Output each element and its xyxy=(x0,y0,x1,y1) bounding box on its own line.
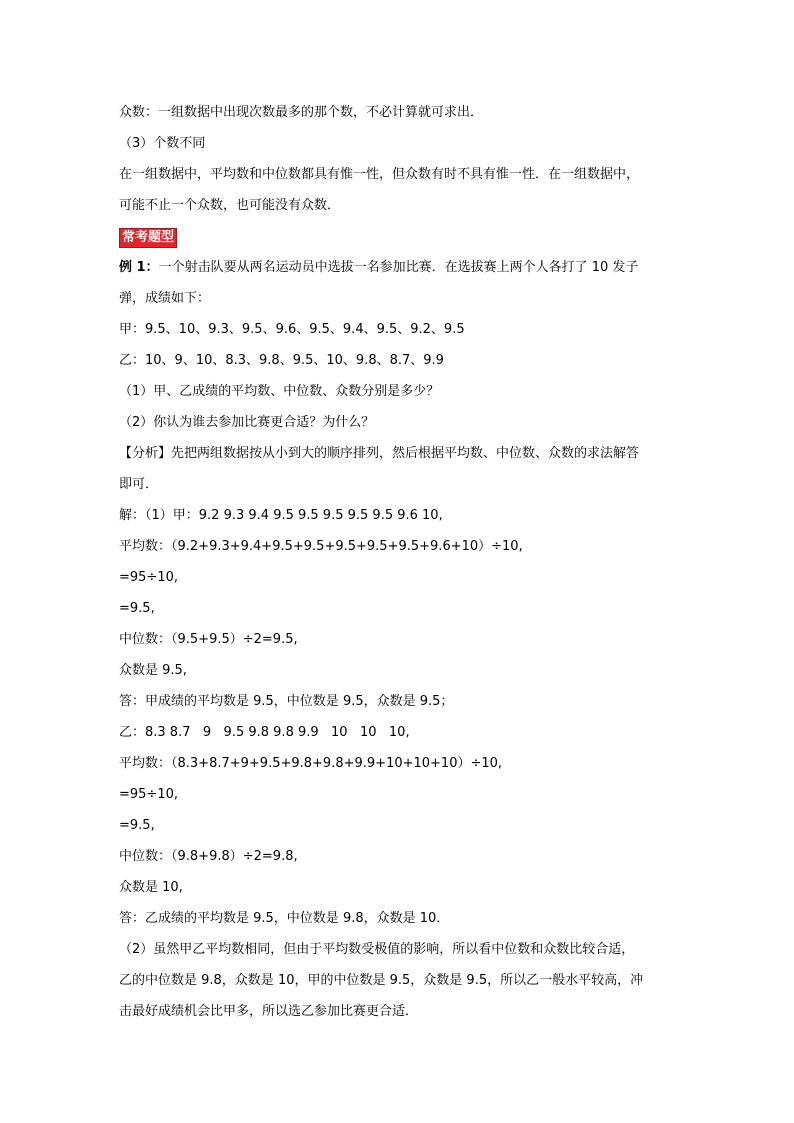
text-line: （3）个数不同 xyxy=(119,136,206,151)
text-line: 众数是 9.5, xyxy=(119,663,187,678)
text-line: 解：（1）甲：9.2 9.3 9.4 9.5 9.5 9.5 9.5 9.5 9.6 10, xyxy=(119,508,443,523)
text-line: =95÷10, xyxy=(119,787,179,802)
text-line: 众数是 10, xyxy=(119,880,183,895)
text-line: 可能不止一个众数，也可能没有众数． xyxy=(119,198,341,213)
text-line: （2）你认为谁去参加比赛更合适？为什么？ xyxy=(119,415,375,430)
text-line: （1）甲、乙成绩的平均数、中位数、众数分别是多少？ xyxy=(119,384,440,399)
section-badge-line xyxy=(119,228,679,246)
text-line: 甲：9.5、10、9.3、9.5、9.6、9.5、9.4、9.5、9.2、9.5 xyxy=(119,322,465,337)
text-line: 【分析】先把两组数据按从小到大的顺序排列，然后根据平均数、中位数、众数的求法解答 xyxy=(119,446,640,461)
text-line: 平均数：（9.2+9.3+9.4+9.5+9.5+9.5+9.5+9.5+9.6+10）÷10, xyxy=(119,539,523,554)
text-line: 即可． xyxy=(119,477,159,492)
text-line: 乙的中位数是 9.8，众数是 10，甲的中位数是 9.5，众数是 9.5，所以乙一般水平较高，冲 xyxy=(119,973,644,988)
text-line: 乙：8.3 8.7 9 9.5 9.8 9.8 9.9 10 10 10, xyxy=(119,725,410,740)
text-line: 击最好成绩机会比甲多，所以选乙参加比赛更合适． xyxy=(119,1004,419,1019)
text-line: 中位数：（9.8+9.8）÷2=9.8, xyxy=(119,849,298,864)
example-label: 例 1： xyxy=(119,260,159,275)
text-line: 答：乙成绩的平均数是 9.5，中位数是 9.8，众数是 10． xyxy=(119,911,450,926)
text-line: =9.5, xyxy=(119,601,155,616)
example-text: 一个射击队要从两名运动员中选拔一名参加比赛．在选拔赛上两个人各打了 10 发子 xyxy=(158,260,639,275)
text-line: 平均数：（8.3+8.7+9+9.5+9.8+9.8+9.9+10+10+10）÷10, xyxy=(119,756,503,771)
text-line: =95÷10, xyxy=(119,570,179,585)
text-line: （2）虽然甲乙平均数相同，但由于平均数受极值的影响，所以看中位数和众数比较合适， xyxy=(119,942,635,957)
section-badge: 常考题型 xyxy=(119,228,177,248)
text-line: 众数：一组数据中出现次数最多的那个数，不必计算就可求出． xyxy=(119,105,484,120)
text-line: 答：甲成绩的平均数是 9.5，中位数是 9.5，众数是 9.5； xyxy=(119,694,454,709)
text-line: 中位数：（9.5+9.5）÷2=9.5, xyxy=(119,632,298,647)
text-line: 弹，成绩如下： xyxy=(119,291,211,306)
text-line: 乙：10、9、10、8.3、9.8、9.5、10、9.8、8.7、9.9 xyxy=(119,353,444,368)
example-title-line xyxy=(119,259,679,277)
text-line: =9.5, xyxy=(119,818,155,833)
text-line: 在一组数据中，平均数和中位数都具有惟一性，但众数有时不具有惟一性．在一组数据中， xyxy=(119,167,640,182)
